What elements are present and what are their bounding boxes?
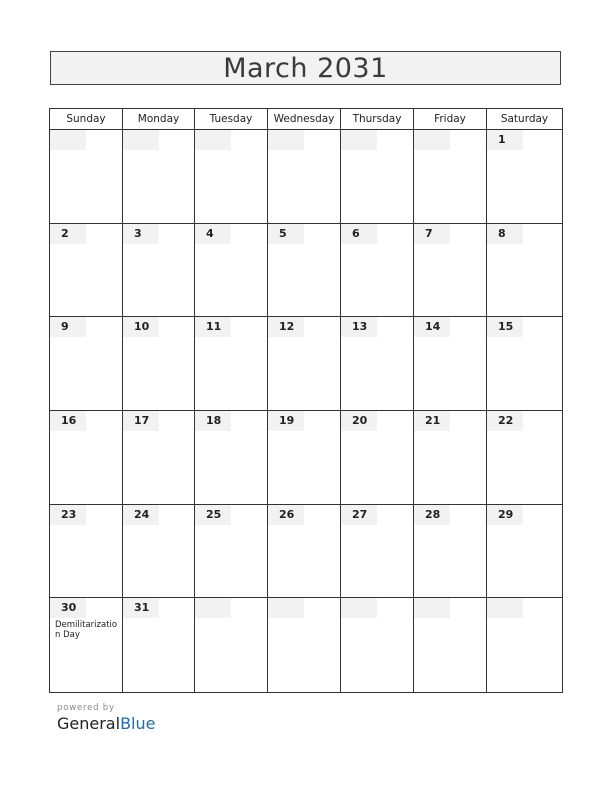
day-cell[interactable] <box>414 130 487 223</box>
day-cell[interactable] <box>123 505 195 598</box>
day-number: 21 <box>414 411 450 431</box>
holiday-label: Demilitarization Day <box>55 620 118 641</box>
day-number: 16 <box>50 411 86 431</box>
day-number: 2 <box>50 224 86 244</box>
day-cell[interactable] <box>123 224 195 317</box>
day-cell[interactable] <box>487 411 562 504</box>
day-cell[interactable] <box>268 317 341 410</box>
day-cell[interactable] <box>268 411 341 504</box>
brand-logo <box>57 714 155 733</box>
day-number: 6 <box>341 224 377 244</box>
day-cell[interactable] <box>341 598 414 692</box>
day-cell[interactable] <box>195 598 268 692</box>
day-cell[interactable] <box>195 317 268 410</box>
day-number <box>414 130 450 150</box>
calendar-title-box <box>50 51 561 85</box>
day-cell[interactable] <box>487 130 562 223</box>
day-cell[interactable] <box>341 130 414 223</box>
day-number <box>487 598 523 618</box>
day-cell[interactable] <box>50 505 123 598</box>
day-number: 8 <box>487 224 523 244</box>
day-number <box>414 598 450 618</box>
day-cell[interactable] <box>195 130 268 223</box>
day-number: 12 <box>268 317 304 337</box>
day-number: 17 <box>123 411 159 431</box>
day-number: 10 <box>123 317 159 337</box>
day-number: 23 <box>50 505 86 525</box>
week-row <box>50 411 562 505</box>
powered-by-label: powered by <box>57 703 115 713</box>
day-number: 7 <box>414 224 450 244</box>
week-row <box>50 317 562 411</box>
day-cell[interactable] <box>341 224 414 317</box>
day-cell[interactable] <box>414 317 487 410</box>
day-number: 4 <box>195 224 231 244</box>
day-number: 27 <box>341 505 377 525</box>
day-cell[interactable] <box>341 317 414 410</box>
weekday-header-sunday: Sunday <box>50 109 123 129</box>
day-cell[interactable] <box>123 130 195 223</box>
day-number: 19 <box>268 411 304 431</box>
day-number <box>268 130 304 150</box>
week-row <box>50 130 562 224</box>
day-number: 25 <box>195 505 231 525</box>
day-cell[interactable] <box>414 411 487 504</box>
day-cell[interactable] <box>268 598 341 692</box>
day-cell[interactable] <box>268 130 341 223</box>
day-number: 3 <box>123 224 159 244</box>
day-cell[interactable] <box>50 224 123 317</box>
calendar-title: March 2031 <box>223 52 388 84</box>
brand-blue-text: Blue <box>120 714 156 733</box>
day-number: 18 <box>195 411 231 431</box>
weekday-header-monday: Monday <box>123 109 195 129</box>
day-number <box>50 130 86 150</box>
day-number <box>195 598 231 618</box>
day-cell[interactable] <box>50 130 123 223</box>
day-number: 22 <box>487 411 523 431</box>
day-number: 1 <box>487 130 523 150</box>
day-number: 29 <box>487 505 523 525</box>
day-cell[interactable] <box>487 505 562 598</box>
day-number: 13 <box>341 317 377 337</box>
day-cell[interactable] <box>341 411 414 504</box>
weekday-header-tuesday: Tuesday <box>195 109 268 129</box>
calendar-grid <box>49 108 563 693</box>
day-cell[interactable] <box>487 598 562 692</box>
weeks-container <box>50 130 562 692</box>
day-number <box>341 598 377 618</box>
day-number: 11 <box>195 317 231 337</box>
day-number <box>123 130 159 150</box>
day-cell[interactable] <box>50 317 123 410</box>
day-number: 26 <box>268 505 304 525</box>
day-number: 30 <box>50 598 86 618</box>
day-number: 15 <box>487 317 523 337</box>
day-cell[interactable] <box>341 505 414 598</box>
weekday-header-wednesday: Wednesday <box>268 109 341 129</box>
day-cell[interactable] <box>123 598 195 692</box>
day-cell[interactable] <box>195 224 268 317</box>
day-number: 5 <box>268 224 304 244</box>
day-number <box>341 130 377 150</box>
day-number: 20 <box>341 411 377 431</box>
day-number <box>195 130 231 150</box>
weekday-header-friday: Friday <box>414 109 487 129</box>
day-cell[interactable] <box>414 598 487 692</box>
week-row <box>50 224 562 318</box>
day-cell[interactable] <box>268 505 341 598</box>
day-cell[interactable] <box>123 317 195 410</box>
day-cell[interactable] <box>195 505 268 598</box>
day-cell[interactable] <box>50 598 123 692</box>
day-cell[interactable] <box>50 411 123 504</box>
day-cell[interactable] <box>414 505 487 598</box>
weekday-header-saturday: Saturday <box>500 112 549 125</box>
week-row <box>50 505 562 599</box>
day-cell[interactable] <box>123 411 195 504</box>
brand-general-text: General <box>57 714 121 733</box>
day-cell[interactable] <box>487 224 562 317</box>
day-number: 14 <box>414 317 450 337</box>
week-row <box>50 598 562 692</box>
day-number: 24 <box>123 505 159 525</box>
day-cell[interactable] <box>414 224 487 317</box>
day-number: 28 <box>414 505 450 525</box>
day-cell[interactable] <box>268 224 341 317</box>
footer-branding <box>57 703 155 733</box>
day-number: 9 <box>50 317 86 337</box>
day-cell[interactable] <box>487 317 562 410</box>
day-number: 31 <box>123 598 159 618</box>
day-cell[interactable] <box>195 411 268 504</box>
weekday-header-thursday: Thursday <box>341 109 414 129</box>
weekday-header-row <box>50 109 562 130</box>
day-number <box>268 598 304 618</box>
